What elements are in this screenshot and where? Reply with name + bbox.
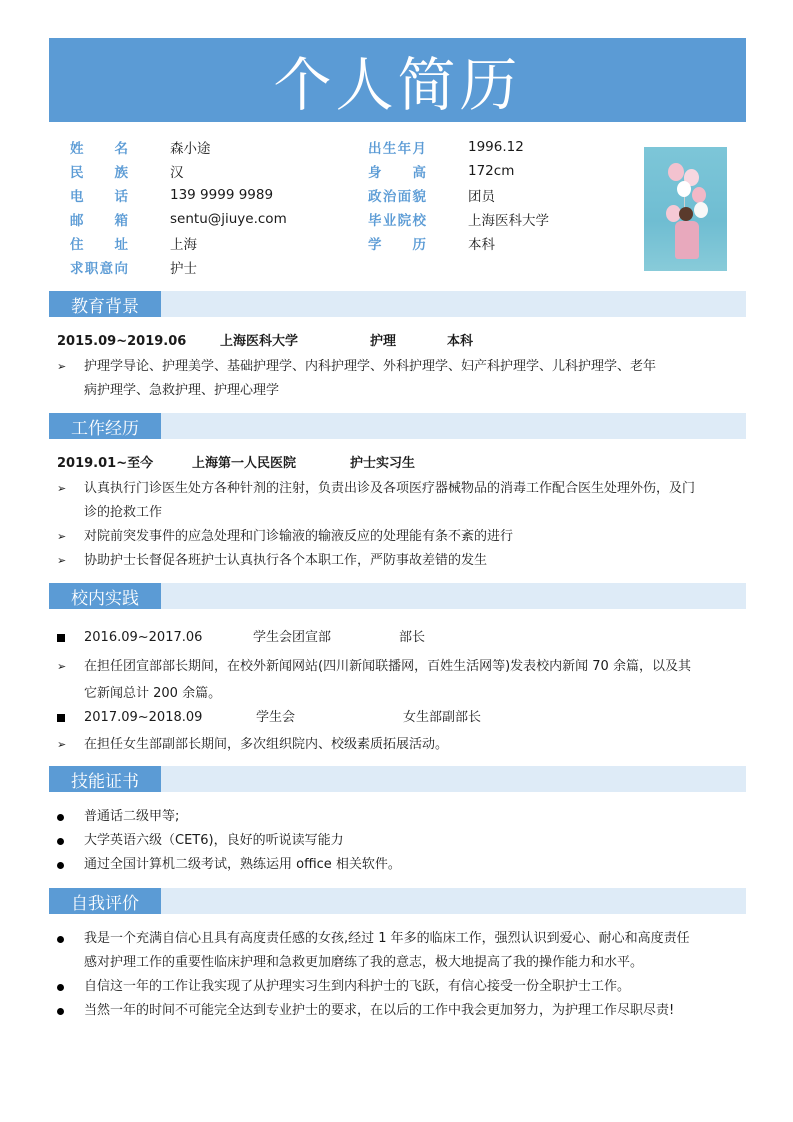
education-major: 护理 [370,334,397,349]
info-political [368,183,495,207]
education-period: 2015.09~2019.06 [57,334,187,349]
info-value: 139 9999 9989 [170,187,274,203]
info-value: 团员 [468,189,495,205]
info-label: 毕业院校 [368,213,426,229]
campus-period: 2017.09~2018.09 [84,710,203,725]
info-label: 民族 [70,165,128,181]
info-label: 身高 [368,165,426,181]
info-value: 1996.12 [468,139,524,155]
info-ethnicity [70,159,184,183]
balloon-shape [692,187,706,203]
section-title: 教育背景 [49,291,161,317]
section-title: 校内实践 [49,583,161,609]
campus-period: 2016.09~2017.06 [84,630,203,645]
duty-line1: 对院前突发事件的应急处理和门诊输液的输液反应的处理能有条不紊的进行 [84,529,514,544]
education-school: 上海医科大学 [220,334,299,349]
self-line1: 当然一年的时间不可能完全达到专业护士的要求，在以后的工作中我会更加努力，为护理工作尽职尽责! [84,1003,675,1018]
section-work [49,413,746,439]
campus-org: 学生会 [256,710,296,725]
info-objective [70,255,197,279]
info-phone [70,183,273,207]
section-title: 技能证书 [49,766,161,792]
section-campus [49,583,746,609]
skill-text: 通过全国计算机二级考试，熟练运用 office 相关软件。 [84,857,401,872]
info-email [70,207,287,231]
section-title: 工作经历 [49,413,161,439]
section-self [49,888,746,914]
info-value: 本科 [468,237,495,253]
duty-line1: 协助护士长督促各班护士认真执行各个本职工作，严防事故差错的发生 [84,553,488,568]
duty-line1: 认真执行门诊医生处方各种针剂的注射，负责出诊及各项医疗器械物品的消毒工作配合医生处理外伤，及门 [84,481,696,496]
courses-line2: 病护理学、急救护理、护理心理学 [84,383,280,398]
dot-bullet-icon [57,927,84,975]
campus-line1: 在担任团宣部部长期间，在校外新闻网站(四川新闻联播网，百姓生活网等)发表校内新闻 70 余篇，以及其 [84,659,691,674]
info-label: 求职意向 [70,261,128,277]
arrow-bullet-icon: ➢ [57,738,67,751]
section-title: 自我评价 [49,888,161,914]
info-label: 政治面貌 [368,189,426,205]
info-birth [368,135,524,159]
campus-detail-1 [57,653,747,707]
campus-line1: 在担任女生部副部长期间，多次组织院内、校级素质拓展活动。 [84,737,449,752]
info-label: 住址 [70,237,128,253]
campus-line2: 它新闻总计 200 余篇。 [84,686,222,701]
info-label: 电话 [70,189,128,205]
dot-bullet-icon [57,999,84,1023]
info-value: 上海 [170,237,197,253]
info-label: 邮箱 [70,213,128,229]
section-skills [49,766,746,792]
self-item-3 [57,999,747,1023]
personal-info [49,134,746,280]
arrow-bullet-icon: ➢ [57,482,67,495]
info-label: 学历 [368,237,426,253]
self-item-1 [57,927,747,975]
balloon-shape [677,181,691,197]
skill-item-3 [57,853,747,877]
square-bullet-icon [57,706,84,722]
balloon-shape [668,163,684,181]
dot-bullet-icon [57,975,84,999]
section-education [49,291,746,317]
work-org: 上海第一人民医院 [192,456,297,471]
work-period: 2019.01~至今 [57,456,154,471]
info-name [70,135,211,159]
dot-bullet-icon [57,853,84,877]
arrow-bullet-icon: ➢ [57,554,67,567]
campus-org: 学生会团宣部 [253,630,332,645]
info-value: 护士 [170,261,197,277]
info-school [368,207,549,231]
work-duty-3 [57,549,747,573]
info-education [368,231,495,255]
campus-entry-1 [57,626,747,645]
skill-item-2 [57,829,747,853]
arrow-bullet-icon: ➢ [57,660,67,673]
skill-text: 普通话二级甲等; [84,809,180,824]
page-title: 个人简历 [273,51,522,119]
skill-text: 大学英语六级（CET6)，良好的听说读写能力 [84,833,344,848]
campus-role: 部长 [399,630,426,645]
self-line1: 自信这一年的工作让我实现了从护理实习生到内科护士的飞跃，有信心接受一份全职护士工作。 [84,979,631,994]
education-courses [57,355,747,403]
work-role: 护士实习生 [350,456,416,471]
dot-bullet-icon [57,829,84,853]
info-address [70,231,197,255]
info-value: 上海医科大学 [468,213,549,229]
arrow-bullet-icon: ➢ [57,360,67,373]
person-body [675,221,699,259]
info-label: 出生年月 [368,141,426,157]
work-duty-1 [57,477,747,525]
courses-line1: 护理学导论、护理美学、基础护理学、内科护理学、外科护理学、妇产科护理学、儿科护理学、老年 [84,359,657,374]
campus-role: 女生部副部长 [403,710,482,725]
self-line1: 我是一个充满自信心且具有高度责任感的女孩,经过 1 年多的临床工作，强烈认识到爱心、耐心和高度责任 [84,931,690,946]
education-degree: 本科 [447,334,474,349]
campus-entry-2 [57,706,747,725]
duty-line2: 诊的抢救工作 [84,505,163,520]
profile-photo [644,147,727,271]
person-head [679,207,693,221]
info-height [368,159,514,183]
balloon-shape [694,202,708,218]
square-bullet-icon [57,626,84,642]
self-item-2 [57,975,747,999]
campus-detail-2 [57,733,747,757]
dot-bullet-icon [57,805,84,829]
arrow-bullet-icon: ➢ [57,530,67,543]
title-banner [49,38,746,122]
info-label: 姓名 [70,141,128,157]
info-value: 汉 [170,165,184,181]
work-duty-2 [57,525,747,549]
skill-item-1 [57,805,747,829]
self-line2: 感对护理工作的重要性临床护理和急救更加磨练了我的意志，极大地提高了我的操作能力和水平。 [84,955,644,970]
info-value: 森小途 [170,141,211,157]
info-value: 172cm [468,163,515,179]
info-value: sentu@jiuye.com [170,211,287,227]
